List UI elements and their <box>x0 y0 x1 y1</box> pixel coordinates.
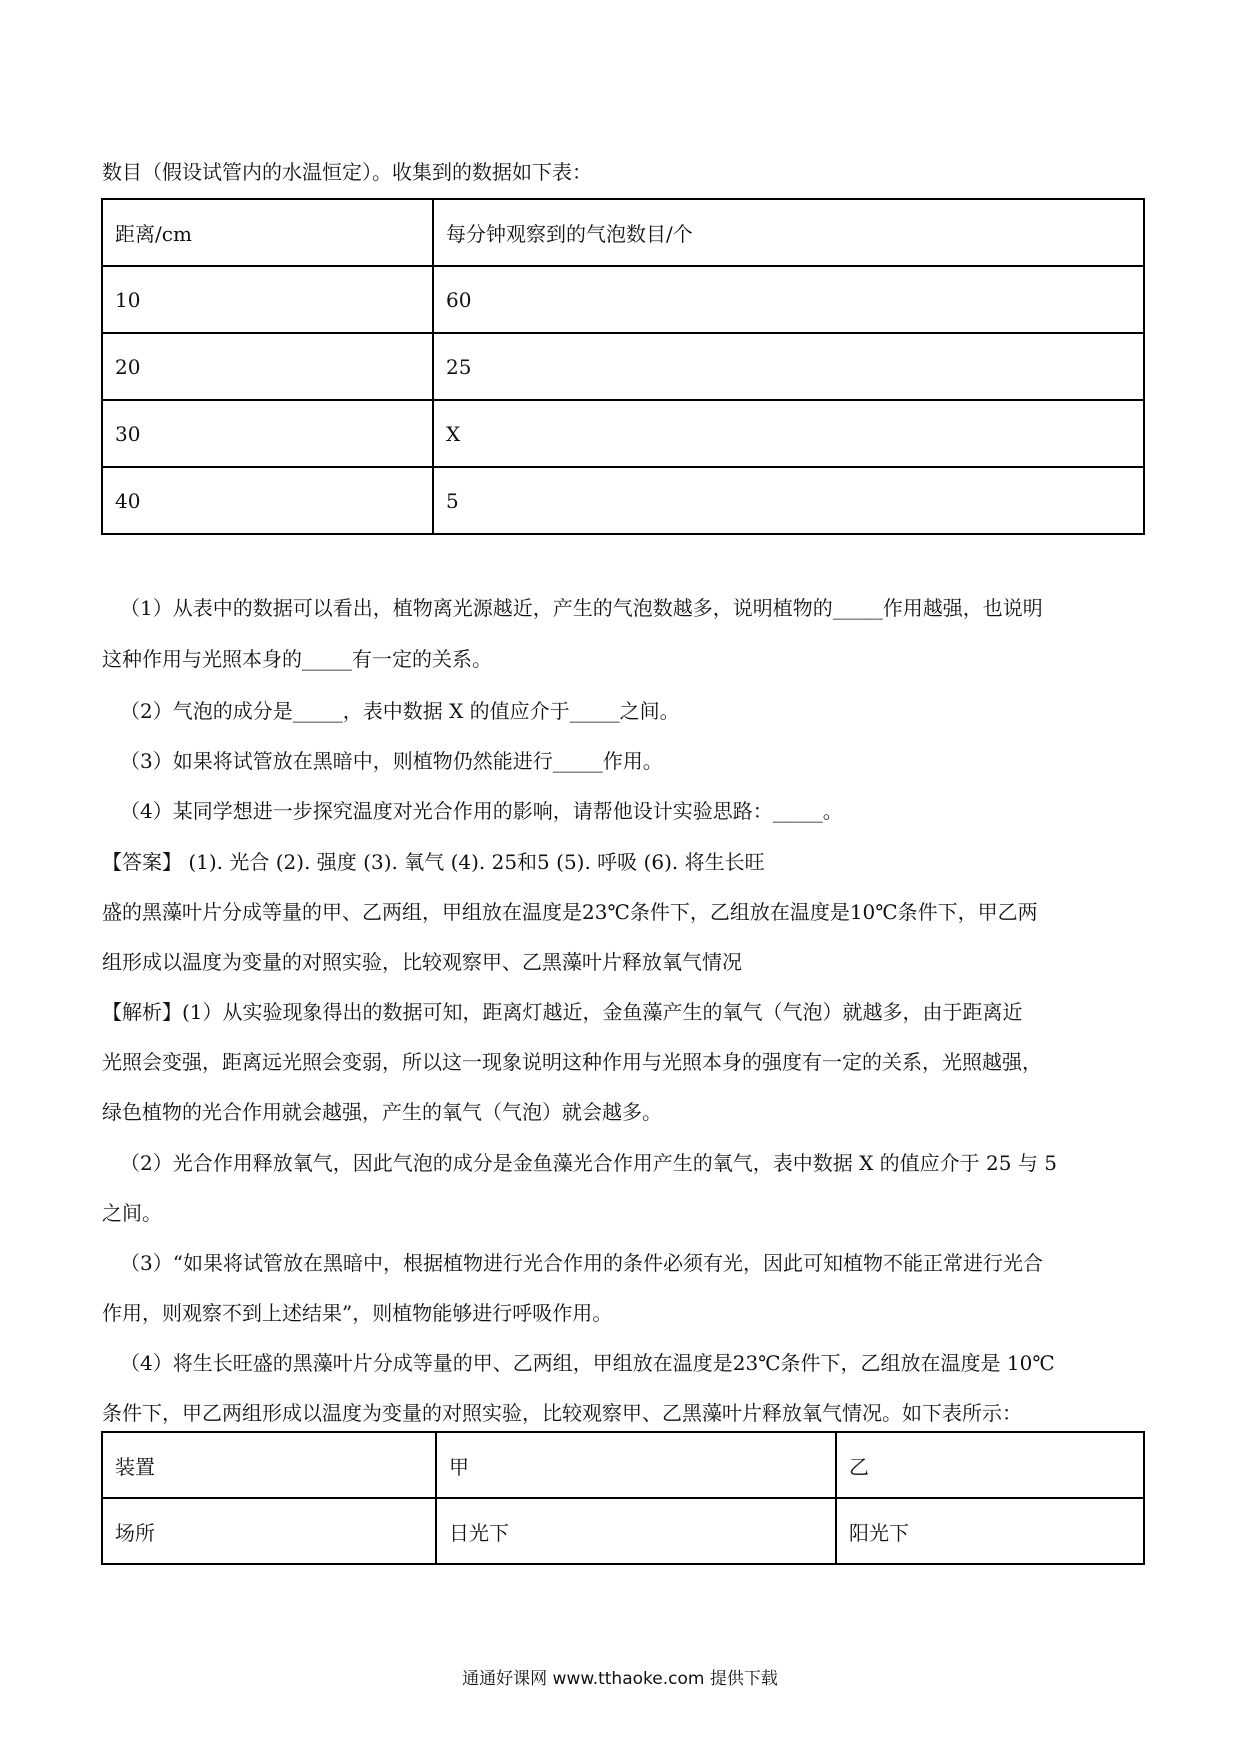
analysis-line-3: 绿色植物的光合作用就会越强，产生的氧气（气泡）就会越多。 <box>102 1100 662 1124</box>
table-cell: 60 <box>433 266 1144 333</box>
table-cell: 10 <box>102 266 433 333</box>
question-1-line-2: 这种作用与光照本身的_____有一定的关系。 <box>102 647 492 671</box>
setup-table <box>101 1431 1145 1565</box>
header-cell: 每分钟观察到的气泡数目/个 <box>433 199 1144 266</box>
table-cell: 阳光下 <box>836 1498 1144 1564</box>
analysis-line-4: （2）光合作用释放氧气，因此气泡的成分是金鱼藻光合作用产生的氧气，表中数据 X 的值应介于 25 与 5 <box>120 1151 1057 1175</box>
intro-line: 数目（假设试管内的水温恒定）。收集到的数据如下表： <box>102 160 592 184</box>
table-row <box>102 400 1144 467</box>
table-header-row <box>102 199 1144 266</box>
analysis-line-1: 【解析】(1）从实验现象得出的数据可知，距离灯越近，金鱼藻产生的氧气（气泡）就越多，由于距离近 <box>102 1000 1023 1024</box>
table-cell: X <box>433 400 1144 467</box>
answer-line-1: 【答案】 (1). 光合 (2). 强度 (3). 氧气 (4). 25和5 (5). 呼吸 (6). 将生长旺 <box>102 850 765 874</box>
table-cell: 乙 <box>836 1432 1144 1498</box>
analysis-line-8: （4）将生长旺盛的黑藻叶片分成等量的甲、乙两组，甲组放在温度是23℃条件下，乙组放在温度是 10℃ <box>120 1351 1055 1375</box>
answer-line-3: 组形成以温度为变量的对照实验，比较观察甲、乙黑藻叶片释放氧气情况 <box>102 950 742 974</box>
table-row <box>102 1498 1144 1564</box>
distance-bubbles-table <box>101 198 1145 535</box>
table-cell: 日光下 <box>436 1498 836 1564</box>
header-cell: 距离/cm <box>102 199 433 266</box>
table-cell: 20 <box>102 333 433 400</box>
table-row <box>102 333 1144 400</box>
page-footer: 通通好课网 www.tthaoke.com 提供下载 <box>462 1669 778 1689</box>
table-cell: 40 <box>102 467 433 534</box>
table-row <box>102 266 1144 333</box>
answer-line-2: 盛的黑藻叶片分成等量的甲、乙两组，甲组放在温度是23℃条件下，乙组放在温度是10℃条件下，甲乙两 <box>102 900 1038 924</box>
table-cell: 30 <box>102 400 433 467</box>
table-cell: 场所 <box>102 1498 436 1564</box>
analysis-line-6: （3）“如果将试管放在黑暗中，根据植物进行光合作用的条件必须有光，因此可知植物不能正常进行光合 <box>120 1251 1043 1275</box>
table-cell: 甲 <box>436 1432 836 1498</box>
table-row <box>102 467 1144 534</box>
table-cell: 5 <box>433 467 1144 534</box>
question-3: （3）如果将试管放在黑暗中，则植物仍然能进行_____作用。 <box>120 749 663 773</box>
analysis-line-2: 光照会变强，距离远光照会变弱，所以这一现象说明这种作用与光照本身的强度有一定的关系，光照越强， <box>102 1050 1042 1074</box>
question-1-line-1: （1）从表中的数据可以看出，植物离光源越近，产生的气泡数越多，说明植物的_____作用越强，也说明 <box>120 596 1043 620</box>
question-4: （4）某同学想进一步探究温度对光合作用的影响，请帮他设计实验思路：_____。 <box>120 799 843 823</box>
table-cell: 装置 <box>102 1432 436 1498</box>
table-row <box>102 1432 1144 1498</box>
table-cell: 25 <box>433 333 1144 400</box>
analysis-line-7: 作用，则观察不到上述结果”，则植物能够进行呼吸作用。 <box>102 1301 613 1325</box>
analysis-line-9: 条件下，甲乙两组形成以温度为变量的对照实验，比较观察甲、乙黑藻叶片释放氧气情况。如下表所示： <box>102 1401 1022 1425</box>
question-2: （2）气泡的成分是_____，表中数据 X 的值应介于_____之间。 <box>120 699 680 723</box>
analysis-line-5: 之间。 <box>102 1201 162 1225</box>
